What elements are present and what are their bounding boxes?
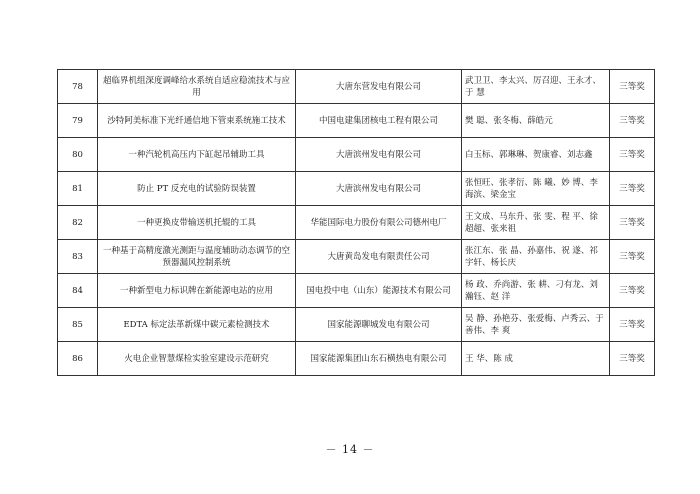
participants: 樊 聪、张冬梅、薛皓元 [462, 104, 610, 138]
award-level: 三等奖 [610, 342, 655, 376]
row-number: 86 [58, 342, 98, 376]
award-level: 三等奖 [610, 274, 655, 308]
award-level: 三等奖 [610, 138, 655, 172]
participants: 王文成、马东升、张 雯、程 平、徐超超、张来祖 [462, 206, 610, 240]
organization: 华能国际电力股份有限公司德州电厂 [296, 206, 462, 240]
project-title: 一种更换皮带输送机托辊的工具 [98, 206, 296, 240]
award-level: 三等奖 [610, 104, 655, 138]
organization: 大唐滨州发电有限公司 [296, 172, 462, 206]
participants: 白玉标、郭琳琳、贺康睿、刘志鑫 [462, 138, 610, 172]
award-level: 三等奖 [610, 240, 655, 274]
row-number: 80 [58, 138, 98, 172]
table-row [58, 172, 655, 206]
organization: 国家能源集团山东石横热电有限公司 [296, 342, 462, 376]
table-row [58, 138, 655, 172]
participants: 杨 政、乔尚游、张 耕、刁有龙、刘瀚钰、赵 洋 [462, 274, 610, 308]
table-row [58, 240, 655, 274]
award-level: 三等奖 [610, 308, 655, 342]
row-number: 83 [58, 240, 98, 274]
project-title: EDTA 标定法革新煤中碳元素检测技术 [98, 308, 296, 342]
awards-table [57, 69, 655, 376]
project-title: 一种汽轮机高压内下缸起吊辅助工具 [98, 138, 296, 172]
participants: 武卫卫、李太兴、厉召迎、王永才、于 慧 [462, 70, 610, 104]
table-row [58, 308, 655, 342]
organization: 中国电建集团核电工程有限公司 [296, 104, 462, 138]
participants: 张江东、张 晶、孙嘉伟、祝 遂、祁宇轩、杨长庆 [462, 240, 610, 274]
award-level: 三等奖 [610, 70, 655, 104]
participants: 吴 静、孙艳芬、张爱梅、卢秀云、于善伟、李 爽 [462, 308, 610, 342]
project-title: 火电企业智慧煤检实验室建设示范研究 [98, 342, 296, 376]
row-number: 79 [58, 104, 98, 138]
organization: 大唐东营发电有限公司 [296, 70, 462, 104]
project-title: 一种基于高精度激光测距与温度辅助动态调节的空预器漏风控制系统 [98, 240, 296, 274]
project-title: 沙特阿美标准下光纤通信地下管束系统施工技术 [98, 104, 296, 138]
project-title: 防止 PT 反充电的试验防误装置 [98, 172, 296, 206]
row-number: 82 [58, 206, 98, 240]
row-number: 81 [58, 172, 98, 206]
award-level: 三等奖 [610, 206, 655, 240]
row-number: 84 [58, 274, 98, 308]
table-row [58, 70, 655, 104]
organization: 大唐黄岛发电有限责任公司 [296, 240, 462, 274]
table-row [58, 206, 655, 240]
row-number: 85 [58, 308, 98, 342]
organization: 国电投中电（山东）能源技术有限公司 [296, 274, 462, 308]
organization: 大唐滨州发电有限公司 [296, 138, 462, 172]
project-title: 一种新型电力标识牌在新能源电站的应用 [98, 274, 296, 308]
award-level: 三等奖 [610, 172, 655, 206]
participants: 王 华、陈 成 [462, 342, 610, 376]
project-title: 超临界机组深度调峰给水系统自适应稳流技术与应用 [98, 70, 296, 104]
table-row [58, 274, 655, 308]
organization: 国家能源聊城发电有限公司 [296, 308, 462, 342]
participants: 张恒旺、张孝衍、陈 曦、妙 博、李海滨、梁金宝 [462, 172, 610, 206]
table-row [58, 342, 655, 376]
row-number: 78 [58, 70, 98, 104]
table-row [58, 104, 655, 138]
page-number: － 14 － [325, 443, 375, 456]
